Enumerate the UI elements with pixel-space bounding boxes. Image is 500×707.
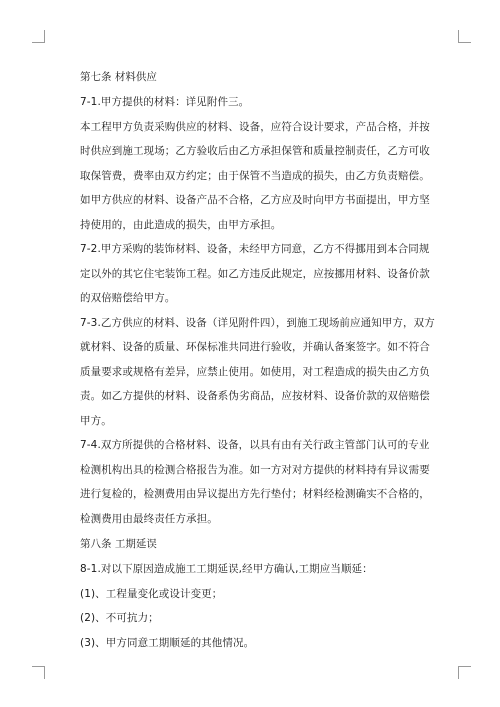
crop-mark-bottom-left — [32, 666, 45, 679]
clause-7-2: 7-2.甲方采购的装饰材料、设备，未经甲方同意，乙方不得挪用到本合同规定以外的其它住宅装饰工程。如乙方违反此规定，应按挪用材料、设备价款的双倍赔偿给甲方。 — [80, 243, 430, 304]
clause-7-1-body: 本工程甲方负责采购供应的材料、设备，应符合设计要求，产品合格，并按时供应到施工现场；乙方验收后由乙方承担保管和质量控制责任，乙方可收取保管费，费率由双方约定；由于保管不当造成的损失，由乙方负责赔偿。如甲方供应的材料、设备产品不合格，乙方应及时向甲方书面提出，甲方坚持使用的，由此造成的损失，由甲方承担。 — [80, 120, 430, 231]
document-body — [80, 64, 440, 655]
clause-8-1: 8-1.对以下原因造成施工工期延误,经甲方确认,工期应当顺延： — [80, 563, 373, 575]
clause-7-3: 7-3.乙方供应的材料、设备（详见附件四），到施工现场前应通知甲方，双方就材料、设备的质量、环保标准共同进行验收，并确认备案签字。如不符合质量要求或规格有差异，应禁止使用。如使用，对工程造成的损失由乙方负责。如乙方提供的材料、设备系伪劣商品，应按材料、设备价款的双倍赔偿甲方。 — [80, 316, 435, 427]
clause-7-4: 7-4.双方所提供的合格材料、设备，以具有由有关行政主管部门认可的专业检测机构出具的检测合格报告为准。如一方对对方提供的材料持有异议需要进行复检的，检测费用由异议提出方先行垫付；材料经检测确实不合格的，检测费用由最终责任方承担。 — [80, 439, 430, 525]
list-item-3: (3)、甲方同意工期顺延的其他情况。 — [80, 636, 255, 649]
section-8-title: 第八条 工期延误 — [80, 538, 157, 550]
list-item-2: (2)、不可抗力； — [80, 612, 159, 624]
crop-mark-top-right — [458, 30, 471, 43]
crop-mark-bottom-right — [458, 666, 471, 679]
list-item-1: (1)、工程量变化或设计变更； — [80, 587, 223, 600]
clause-7-1: 7-1.甲方提供的材料：详见附件三。 — [80, 96, 250, 108]
section-7-title: 第七条 材料供应 — [80, 71, 157, 83]
crop-mark-top-left — [32, 30, 45, 43]
